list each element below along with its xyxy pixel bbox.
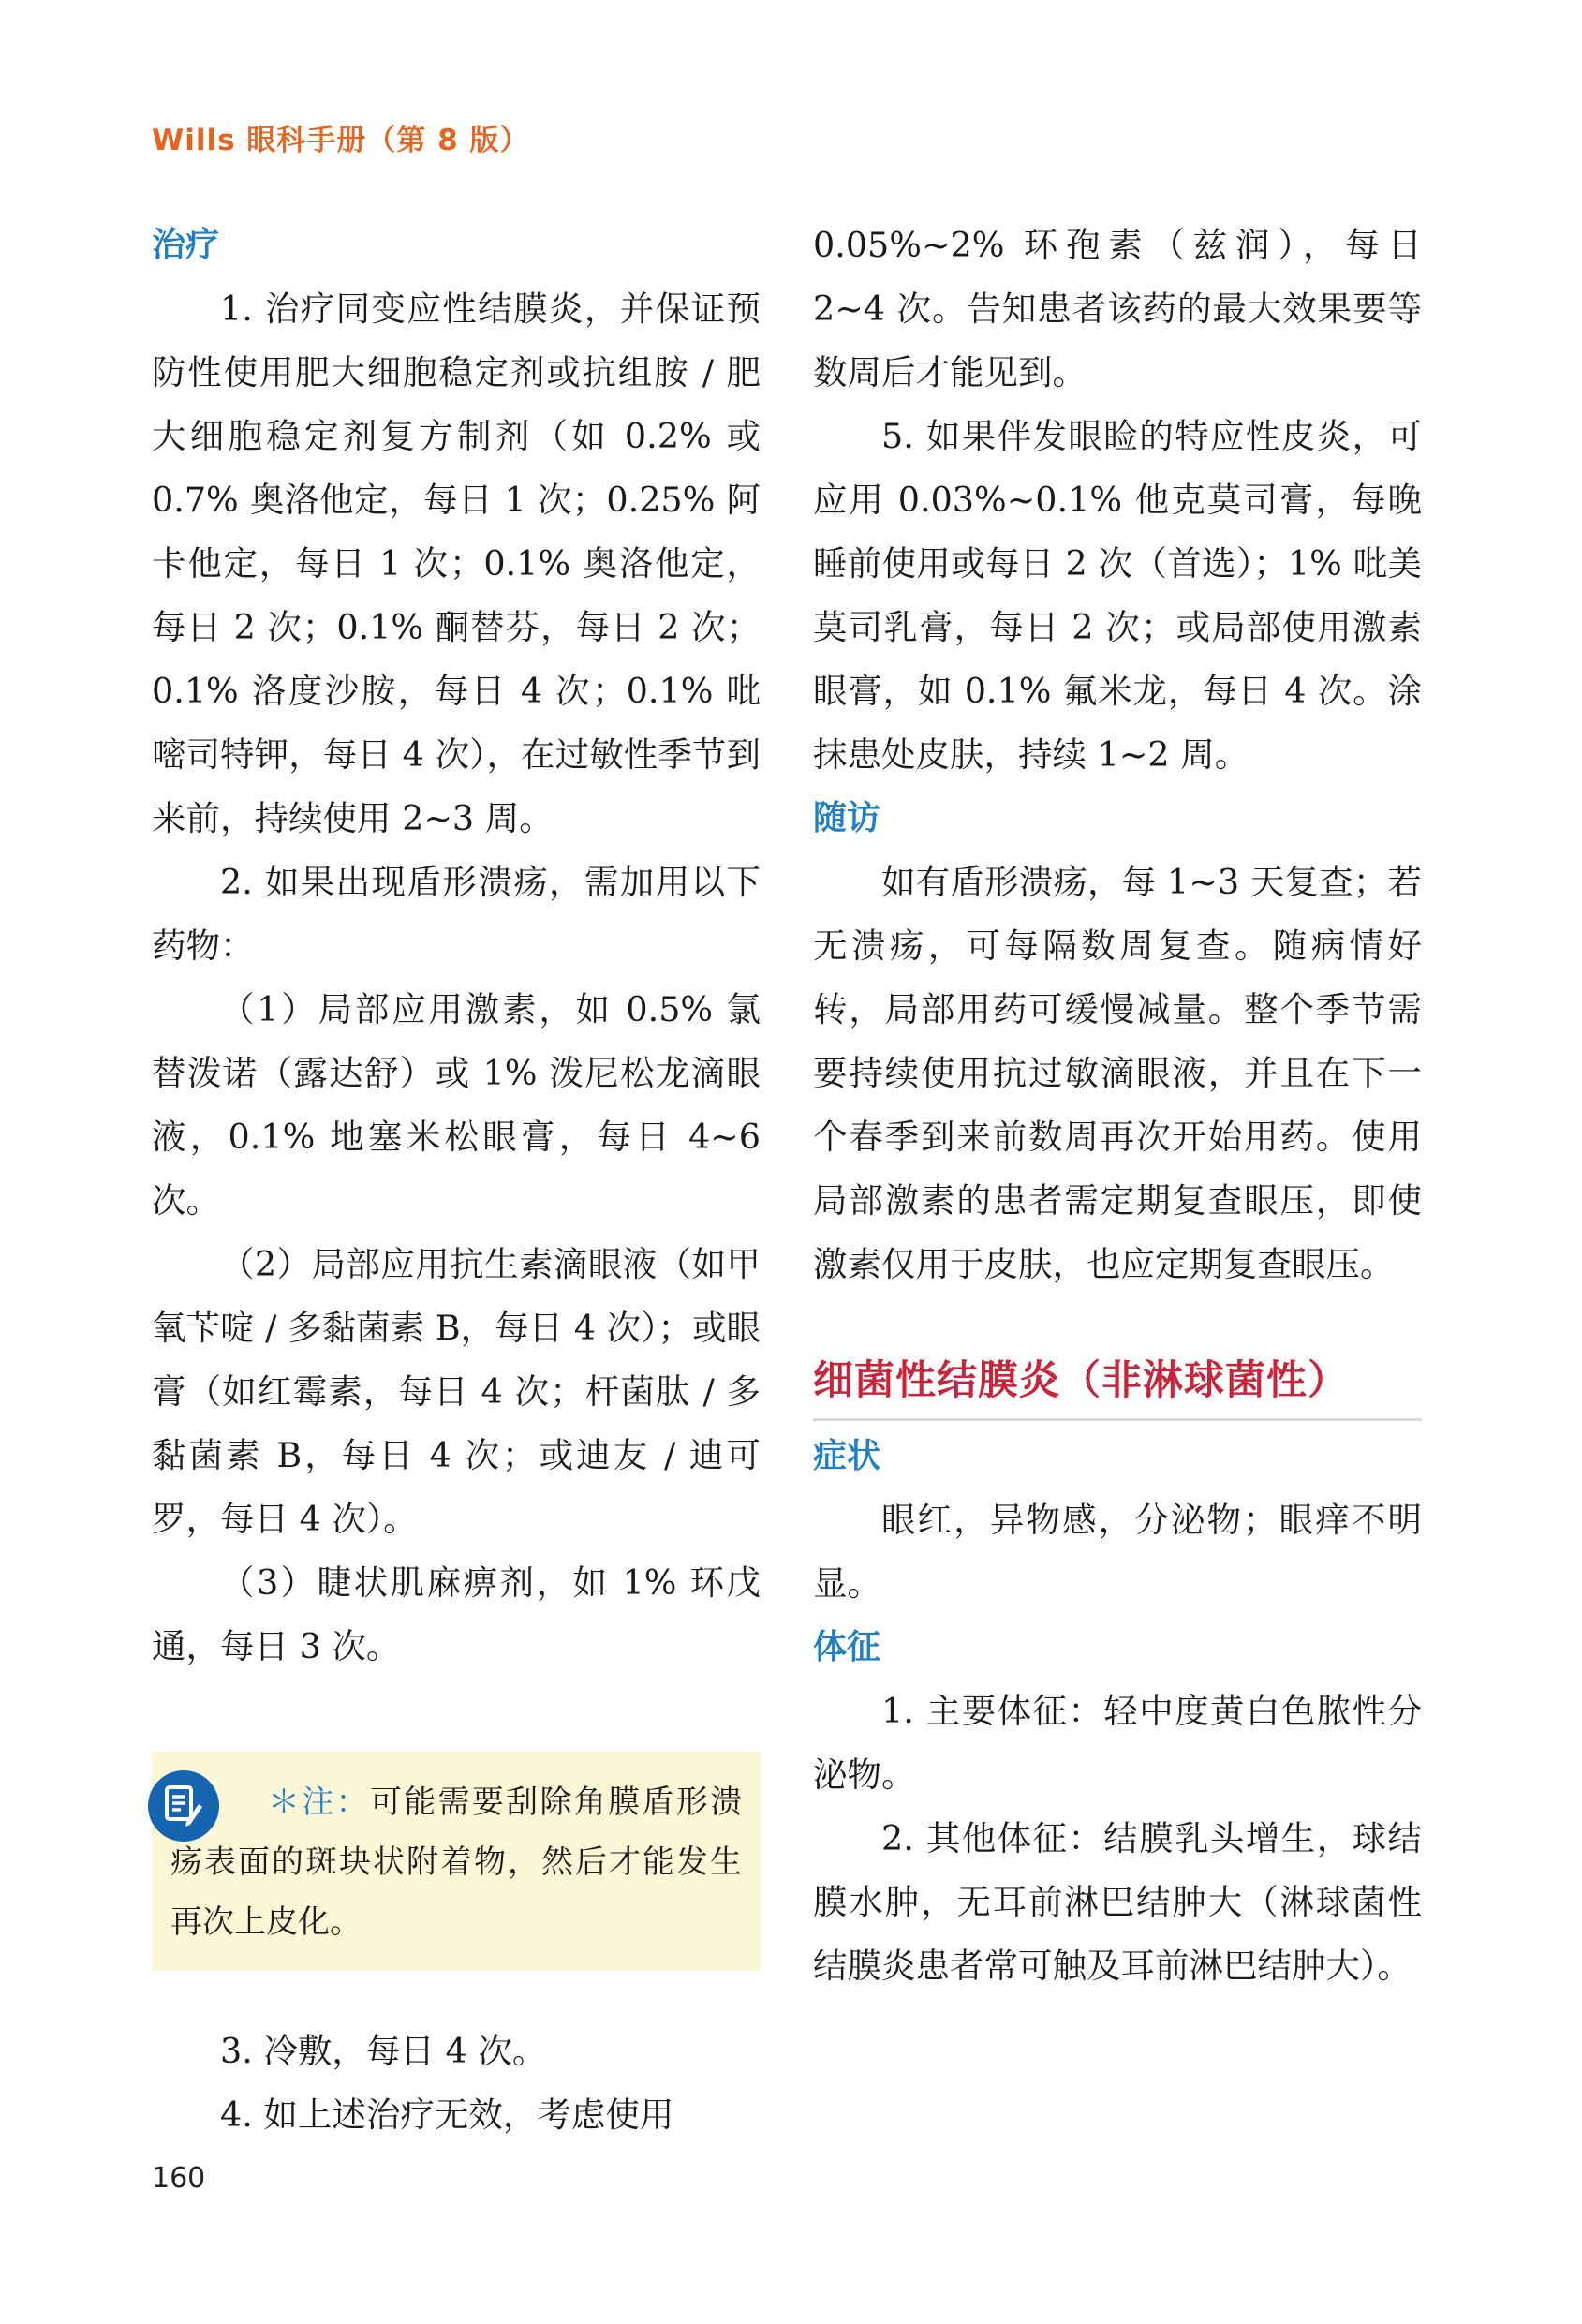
treatment-heading: 治疗 — [152, 226, 220, 264]
treatment-item-2-1: （1）局部应用激素，如 0.5% 氯替泼诺（露达舒）或 1% 泼尼松龙滴眼液，0.1% 地塞米松眼膏，每日 4~6 次。 — [152, 989, 761, 1221]
note-label: ＊注： — [268, 1784, 370, 1821]
note-box — [152, 1752, 761, 1971]
symptoms-text: 眼红，异物感，分泌物；眼痒不明显。 — [813, 1500, 1422, 1604]
treatment-item-4: 4. 如上述治疗无效，考虑使用 — [220, 2095, 674, 2135]
treatment-item-1: 1. 治疗同变应性结膜炎，并保证预防性使用肥大细胞稳定剂或抗组胺 / 肥大细胞稳定剂复方制剂（如 0.2% 或 0.7% 奥洛他定，每日 1 次；0.25% 阿卡他定，每日 1 次；0.1% 奥洛他定，每日 2 次；0.1% 酮替芬，每日 2 次；0.1% 洛度沙胺，每日 4 次；0.1% 吡嘧司特钾，每日 4 次），在过敏性季节到来前，持续使用 2~3 周。 — [152, 289, 761, 838]
symptoms-heading: 症状 — [813, 1437, 881, 1475]
treatment-item-2-3: （3）睫状肌麻痹剂，如 1% 环戊通，每日 3 次。 — [152, 1562, 761, 1666]
treatment-item-4-continued: 0.05%~2% 环孢素（兹润），每日 2~4 次。告知患者该药的最大效果要等数周后才能见到。 — [813, 225, 1422, 392]
page-number: 160 — [152, 2162, 206, 2195]
note-text: 可能需要刮除角膜盾形溃疡表面的斑块状附着物，然后才能发生再次上皮化。 — [170, 1784, 743, 1941]
section-title: 细菌性结膜炎（非淋球菌性） — [813, 1351, 1422, 1421]
signs-item-1: 1. 主要体征：轻中度黄白色脓性分泌物。 — [813, 1691, 1422, 1795]
treatment-item-2: 2. 如果出现盾形溃疡，需加用以下药物： — [152, 862, 761, 966]
treatment-item-3: 3. 冷敷，每日 4 次。 — [220, 2031, 547, 2071]
note-pencil-icon — [148, 1770, 219, 1842]
signs-item-2: 2. 其他体征：结膜乳头增生，球结膜水肿，无耳前淋巴结肿大（淋球菌性结膜炎患者常可触及耳前淋巴结肿大）。 — [813, 1818, 1422, 1986]
treatment-item-2-2: （2）局部应用抗生素滴眼液（如甲氧苄啶 / 多黏菌素 B，每日 4 次）；或眼膏（如红霉素，每日 4 次；杆菌肽 / 多黏菌素 B，每日 4 次；或迪友 / 迪可罗，每日 4 次）。 — [152, 1244, 761, 1539]
note-paragraph — [170, 1772, 742, 1952]
treatment-item-5: 5. 如果伴发眼睑的特应性皮炎，可应用 0.03%~0.1% 他克莫司膏，每晚睡前使用或每日 2 次（首选）；1% 吡美莫司乳膏，每日 2 次；或局部使用激素眼膏，如 0.1% 氟米龙，每日 4 次。涂抹患处皮肤，持续 1~2 周。 — [813, 416, 1422, 775]
running-header: Wills 眼科手册（第 8 版） — [152, 124, 530, 157]
followup-heading: 随访 — [813, 799, 881, 837]
right-column — [813, 214, 1422, 1998]
followup-text: 如有盾形溃疡，每 1~3 天复查；若无溃疡，可每隔数周复查。随病情好转，局部用药可缓慢减量。整个季节需要持续使用抗过敏滴眼液，并且在下一个春季到来前数周再次开始用药。使用局部激素的患者需定期复查眼压，即使激素仅用于皮肤，也应定期复查眼压。 — [813, 862, 1422, 1284]
signs-heading: 体征 — [813, 1628, 881, 1666]
left-column — [152, 214, 761, 2147]
